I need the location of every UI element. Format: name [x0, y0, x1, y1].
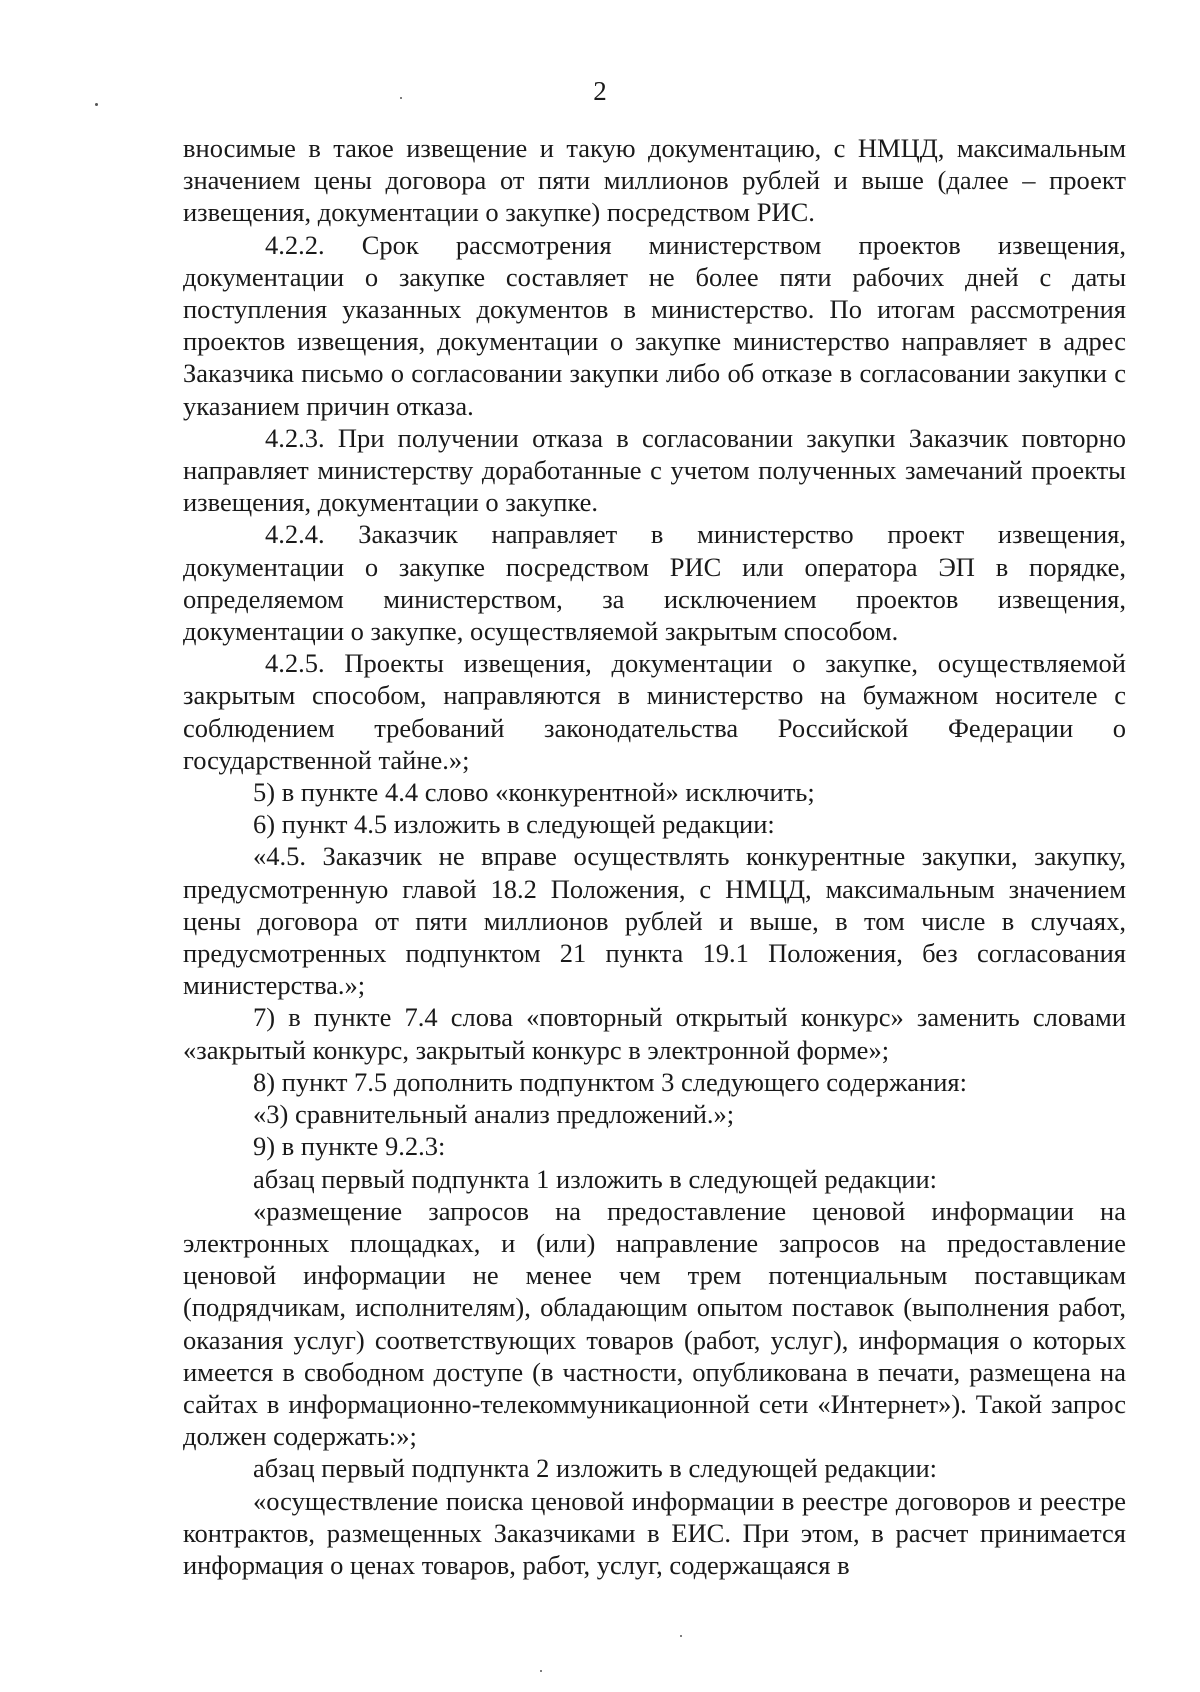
paragraph: «осуществление поиска ценовой информации в реестре договоров и реестре контрактов, размещенных Заказчиками в ЕИС. При этом, в расчет принимается информация о ценах товаров, работ, услуг, содержащаяся в [183, 1485, 1126, 1580]
paragraph: абзац первый подпункта 1 изложить в следующей редакции: [253, 1163, 938, 1194]
paragraph: «3) сравнительный анализ предложений.»; [253, 1099, 735, 1130]
list-item: 5) в пункте 4.4 слово «конкурентной» исключить; [253, 777, 815, 808]
scan-speck [400, 97, 402, 99]
paragraph: 4.2.3. При получении отказа в согласовании закупки Заказчик повторно направляет министерству доработанные с учетом полученных замечаний проекты извещения, документации о закупке. [183, 422, 1126, 518]
document-body [183, 132, 1126, 1581]
paragraph: 4.2.2. Срок рассмотрения министерством проектов извещения, документации о закупке составляет не более пяти рабочих дней с даты поступления указанных документов в министерство. По итогам рассмотрения проектов извещения, документации о закупке министерство направляет в адрес Заказчика письмо о согласовании закупки либо об отказе в согласовании закупки с указанием причин отказа. [183, 229, 1126, 421]
page-number: 2 [593, 76, 607, 106]
paragraph: вносимые в такое извещение и такую документацию, с НМЦД, максимальным значением цены договора от пяти миллионов рублей и выше (далее – проект извещения, документации о закупке) посредством РИС. [183, 133, 1126, 228]
scan-speck [540, 1670, 542, 1672]
paragraph: «размещение запросов на предоставление ценовой информации на электронных площадках, и (или) направление запросов на предоставление ценовой информации не менее чем трем потенциальным поставщикам (подрядчикам, исполнителям), обладающим опытом поставок (выполнения работ, оказания услуг) соответствующих товаров (работ, услуг), информация о которых имеется в свободном доступе (в частности, опубликована в печати, размещена на сайтах в информационно-телекоммуникационной сети «Интернет»). Такой запрос должен содержать:»; [183, 1195, 1126, 1452]
scan-speck [680, 1635, 682, 1637]
paragraph: «4.5. Заказчик не вправе осуществлять конкурентные закупки, закупку, предусмотренную главой 18.2 Положения, с НМЦД, максимальным значением цены договора от пяти миллионов рублей и выше, в том числе в случаях, предусмотренных подпунктом 21 пункта 19.1 Положения, без согласования министерства.»; [183, 841, 1126, 1001]
scan-speck [95, 103, 98, 106]
list-item: 9) в пункте 9.2.3: [253, 1131, 446, 1162]
list-item: 7) в пункте 7.4 слова «повторный открытый конкурс» заменить словами «закрытый конкурс, закрытый конкурс в электронной форме»; [183, 1002, 1126, 1065]
paragraph: абзац первый подпункта 2 изложить в следующей редакции: [253, 1453, 938, 1484]
list-item: 6) пункт 4.5 изложить в следующей редакции: [253, 809, 775, 840]
list-item: 8) пункт 7.5 дополнить подпунктом 3 следующего содержания: [253, 1066, 967, 1097]
paragraph: 4.2.4. Заказчик направляет в министерство проект извещения, документации о закупке посредством РИС или оператора ЭП в порядке, определяемом министерством, за исключением проектов извещения, документации о закупке, осуществляемой закрытым способом. [183, 519, 1126, 647]
paragraph: 4.2.5. Проекты извещения, документации о закупке, осуществляемой закрытым способом, направляются в министерство на бумажном носителе с соблюдением требований законодательства Российской Федерации о государственной тайне.»; [183, 648, 1126, 775]
